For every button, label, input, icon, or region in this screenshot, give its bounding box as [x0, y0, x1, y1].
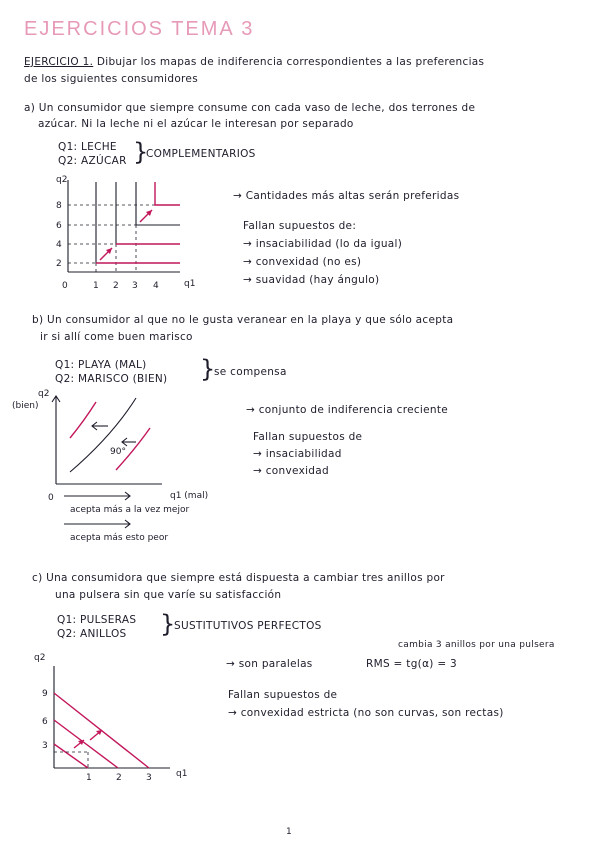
part-c-note-2: Fallan supuestos de: [228, 689, 338, 701]
graph-b-curve-1: [70, 402, 96, 438]
graph-c-x-tick-1: 1: [86, 773, 92, 783]
graph-a-curve-4: [155, 182, 180, 205]
part-a-line-1: a) Un consumidor que siempre consume con cada vaso de leche, dos terrones de: [24, 102, 476, 114]
graph-a-x-tick-1: 1: [93, 281, 99, 291]
part-a-note-2: Fallan supuestos de:: [243, 220, 357, 232]
part-c-goods-type: SUSTITUTIVOS PERFECTOS: [174, 620, 322, 632]
part-b-fail-1: → insaciabilidad: [253, 448, 342, 460]
exercise-label: EJERCICIO 1.: [24, 56, 94, 68]
part-b-note-2: Fallan supuestos de: [253, 431, 363, 443]
graph-b-y-label: q2: [38, 389, 50, 399]
graph-c-x-label: q1: [176, 769, 188, 779]
graph-c: [30, 650, 200, 790]
graph-c-x-tick-3: 3: [146, 773, 152, 783]
part-c-line-1: c) Una consumidora que siempre está dispuesta a cambiar tres anillos por: [32, 572, 445, 584]
part-a-fail-1: → insaciabilidad (lo da igual): [243, 238, 403, 250]
graph-a-y-label: q2: [56, 175, 68, 185]
graph-c-y-label: q2: [34, 653, 46, 663]
graph-a-x-tick-2: 2: [113, 281, 119, 291]
graph-b-below-1: acepta más a la vez mejor: [70, 505, 190, 515]
graph-b: [12, 386, 242, 546]
exercise-heading: [24, 56, 484, 68]
graph-a-x-label: q1: [184, 279, 196, 289]
part-b-line-2: ir si allí come buen marisco: [40, 331, 193, 343]
part-c-line-2: una pulsera sin que varíe su satisfacción: [55, 589, 282, 601]
graph-c-x-tick-2: 2: [116, 773, 122, 783]
graph-c-line-3: [54, 744, 88, 768]
part-a-brace: }: [133, 138, 149, 166]
graph-a: [40, 172, 230, 302]
part-c-fail-1: → convexidad estricta (no son curvas, son rectas): [228, 707, 504, 719]
part-b-bracket-note: se compensa: [214, 366, 287, 378]
part-b-q2: Q2: MARISCO (BIEN): [55, 373, 168, 385]
part-c-q1: Q1: PULSERAS: [57, 614, 137, 626]
graph-a-y-tick-8: 8: [56, 201, 62, 211]
graph-b-origin: 0: [48, 493, 54, 503]
graph-b-below-2: acepta más esto peor: [70, 533, 169, 543]
exercise-statement-1: Dibujar los mapas de indiferencia correspondientes a las preferencias: [96, 56, 485, 68]
graph-b-curve-2: [70, 398, 136, 472]
page-number: 1: [286, 827, 293, 837]
graph-c-y-tick-6: 6: [42, 717, 48, 727]
part-b-line-1: b) Un consumidor al que no le gusta veranear en la playa y que sólo acepta: [32, 314, 454, 326]
graph-a-y-tick-6: 6: [56, 221, 62, 231]
part-c-q2: Q2: ANILLOS: [57, 628, 127, 640]
part-b-q1: Q1: PLAYA (MAL): [55, 359, 147, 371]
graph-a-origin: 0: [62, 281, 68, 291]
part-c-rms: RMS = tg(α) = 3: [366, 658, 458, 670]
part-a-note-1: → Cantidades más altas serán preferidas: [233, 190, 460, 202]
part-c-brace: }: [160, 610, 176, 638]
graph-b-x-label: q1 (mal): [170, 491, 209, 501]
graph-c-line-2: [54, 720, 118, 768]
graph-c-y-tick-9: 9: [42, 689, 48, 699]
graph-a-y-tick-2: 2: [56, 259, 62, 269]
exercise-statement-2: de los siguientes consumidores: [24, 73, 198, 85]
part-a-line-2: azúcar. Ni la leche ni el azúcar le interesan por separado: [38, 118, 354, 130]
part-b-note-1: → conjunto de indiferencia creciente: [246, 404, 449, 416]
graph-b-angle-label: 90°: [110, 447, 126, 457]
part-a-goods-type: COMPLEMENTARIOS: [146, 148, 256, 160]
part-a-q1: Q1: LECHE: [58, 141, 117, 153]
part-b-fail-2: → convexidad: [253, 465, 329, 477]
graph-c-y-tick-3: 3: [42, 741, 48, 751]
page-title: EJERCICIOS TEMA 3: [24, 18, 255, 40]
graph-a-x-tick-4: 4: [153, 281, 159, 291]
graph-a-y-tick-4: 4: [56, 240, 62, 250]
part-b-brace: }: [200, 355, 216, 383]
graph-a-x-tick-3: 3: [132, 281, 138, 291]
part-a-q2: Q2: AZÚCAR: [58, 155, 127, 167]
part-c-note-1: → son paralelas: [226, 658, 313, 670]
part-a-fail-2: → convexidad (no es): [243, 256, 362, 268]
part-c-top-note: cambia 3 anillos por una pulsera: [398, 640, 555, 650]
part-a-fail-3: → suavidad (hay ángulo): [243, 274, 380, 286]
graph-b-y-sub: (bien): [12, 401, 39, 411]
